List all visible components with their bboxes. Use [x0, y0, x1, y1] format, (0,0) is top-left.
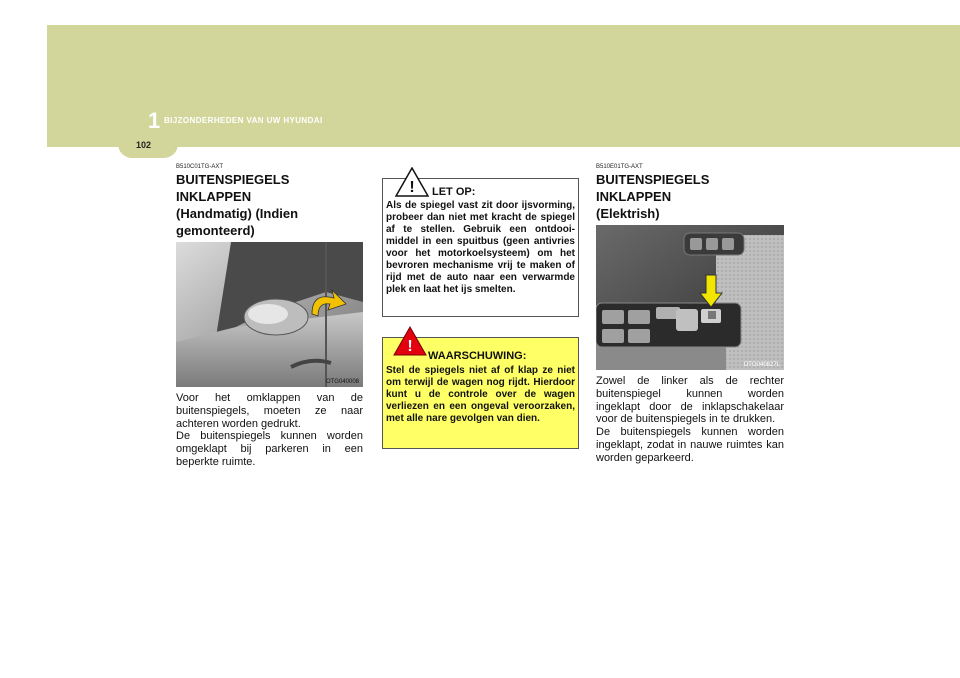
warning-triangle-icon: [393, 326, 427, 356]
section-body: [176, 392, 363, 469]
page-number: 102: [136, 140, 152, 150]
section-body: [596, 375, 784, 465]
manual-mirror-section: [176, 164, 363, 469]
warning-box: [382, 337, 579, 449]
caution-text: Als de spiegel vast zit door ijsvorming, probeer dan niet met kracht de spiegel af te stellen. Gebruik een ontdooi-middel in een spuitbus (geen antivries voor het motorkoelsysteem) om het bevroren mechanisme vrij te maken of rijd met de auto naar een verwarmde plek en laat het ijs smelten.: [386, 200, 575, 295]
body-paragraph: Zowel de linker als de rechter buitenspiegel kunnen worden ingeklapt door de inklapschakelaar voor de buitenspiegels in te drukken.: [596, 375, 784, 426]
warning-title: WAARSCHUWING:: [428, 350, 527, 362]
section-title: [176, 171, 363, 239]
side-mirror-photo: [176, 242, 363, 387]
section-code: B510E01TG-AXT: [596, 164, 643, 170]
photo-code: OTG040827L: [743, 362, 780, 368]
caution-box: [382, 178, 579, 317]
door-switch-photo: [596, 225, 784, 370]
body-paragraph: De buitenspiegels kunnen worden ingeklapt, zodat in nauwe ruimtes kan worden geparkeerd.: [596, 426, 784, 464]
section-code: B510C01TG-AXT: [176, 164, 224, 170]
section-title: [596, 171, 784, 222]
electric-mirror-section: [596, 164, 784, 465]
header-band: [47, 25, 960, 147]
section-title-line1: BUITENSPIEGELS INKLAPPEN: [596, 172, 710, 204]
side-mirror-illustration: [176, 242, 363, 387]
door-switch-illustration: [596, 225, 784, 370]
body-paragraph: Voor het omklappen van de buitenspiegels, moeten ze naar achteren worden gedrukt.: [176, 392, 363, 430]
caution-title: LET OP:: [432, 186, 476, 198]
svg-text:!: !: [409, 179, 415, 196]
caution-triangle-icon: [395, 167, 429, 197]
chapter-title: BIJZONDERHEDEN VAN UW HYUNDAI: [164, 116, 323, 125]
svg-text:!: !: [407, 338, 413, 355]
section-title-line1: BUITENSPIEGELS INKLAPPEN: [176, 172, 290, 204]
warning-text: Stel de spiegels niet af of klap ze niet om terwijl de wagen nog rijdt. Hierdoor kunt u de controle over de wagen verliezen en een ongeval veroorzaken, met alle nare gevolgen van dien.: [386, 365, 575, 424]
chapter-number: 1: [148, 108, 161, 133]
photo-code: OTG040008: [325, 379, 359, 385]
section-title-line2: (Elektrish): [596, 206, 660, 221]
section-title-line2: (Handmatig) (Indien gemonteerd): [176, 206, 299, 238]
body-paragraph: De buitenspiegels kunnen worden omgeklapt bij parkeren in een beperkte ruimte.: [176, 430, 363, 468]
